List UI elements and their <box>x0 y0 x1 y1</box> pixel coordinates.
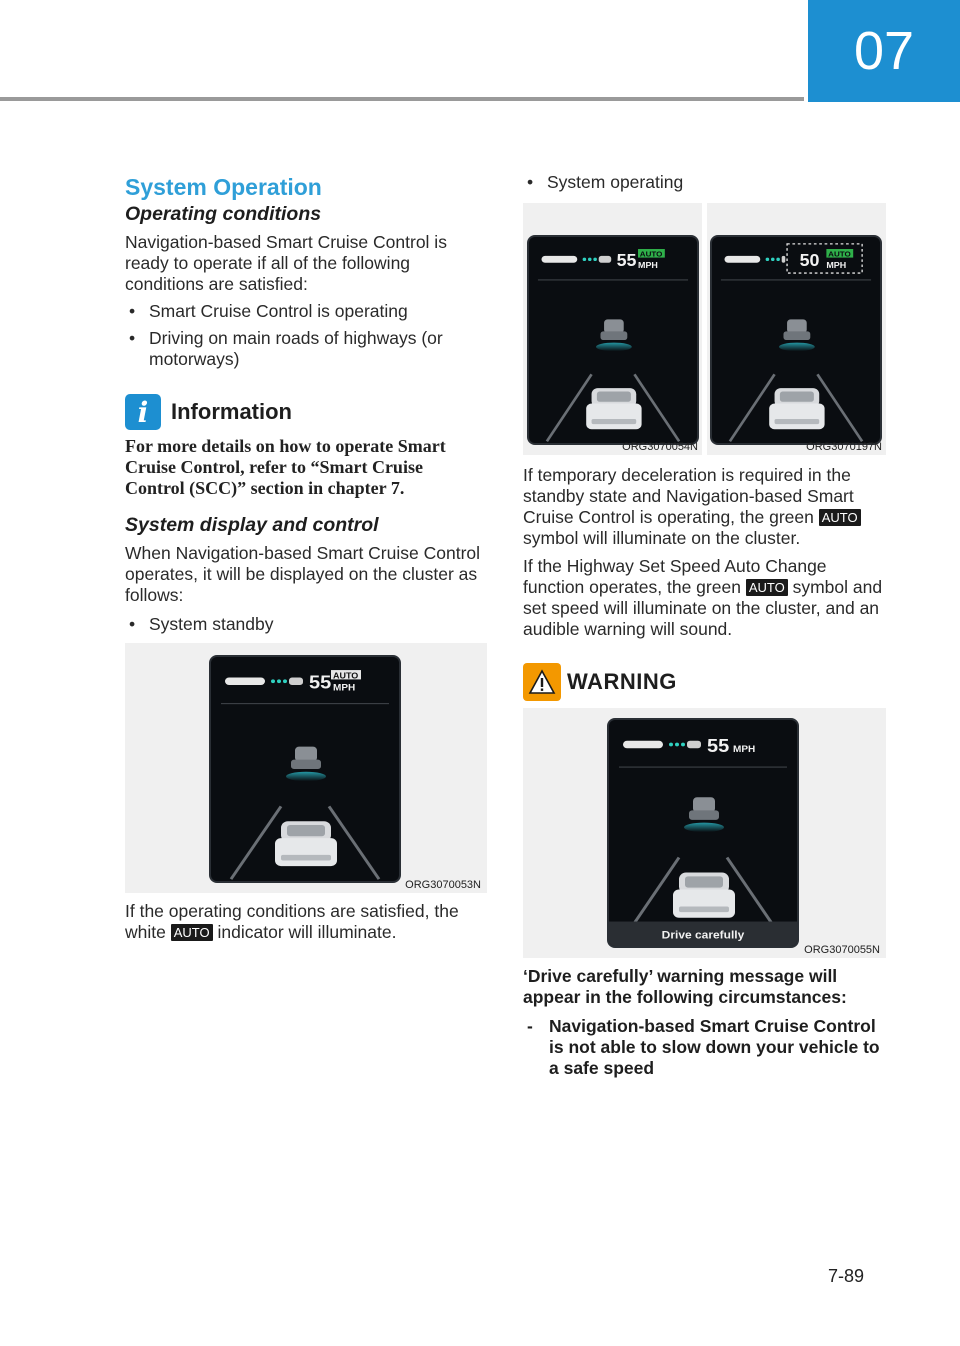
para-auto-change-part1: If the Highway Set Speed Auto Change function operates, the green <box>523 556 827 597</box>
information-title: Information <box>171 399 292 424</box>
auto-badge: AUTO <box>171 924 213 941</box>
bullet-scc-operating: • Smart Cruise Control is operating <box>125 301 487 322</box>
bullet-main-roads: • Driving on main roads of highways (or motorways) <box>125 328 487 370</box>
after-standby-part1: If the operating conditions are satisfied, the white <box>125 901 459 942</box>
speed-unit: MPH <box>826 260 847 270</box>
header-rule <box>0 97 804 101</box>
information-icon: i <box>125 394 161 430</box>
after-standby-text <box>125 901 487 943</box>
information-text: For more details on how to operate Smart Cruise Control, refer to “Smart Cruise Control (SCC)” section in chapter 7. <box>125 436 446 498</box>
warning-title: WARNING <box>567 669 677 694</box>
para-auto-change-part2: symbol and set speed will illuminate on the cluster, and an audible warning will sound. <box>523 577 883 639</box>
figure-operating-1 <box>523 203 702 455</box>
auto-indicator: AUTO <box>639 249 663 259</box>
figure-code: ORG3070055N <box>804 944 880 956</box>
display-intro: When Navigation-based Smart Cruise Control operates, it will be displayed on the cluster as follows: <box>125 543 481 605</box>
cluster-illustration-2 <box>712 237 880 443</box>
speed-unit: MPH <box>638 260 658 270</box>
operating-conditions-heading: Operating conditions <box>125 203 322 225</box>
after-standby-part2: indicator will illuminate. <box>217 922 397 942</box>
speed-unit: MPH <box>333 682 356 694</box>
speed-value: 50 <box>799 250 820 271</box>
para-deceleration-part1: If temporary deceleration is required in the standby state and Navigation-based Smart Cruise Control is operating, the green <box>523 465 854 527</box>
speed-value: 55 <box>616 250 637 271</box>
figure-code: ORG3070053N <box>405 879 481 891</box>
figure-code: ORG3070197N <box>806 441 882 453</box>
bullet-system-standby: • System standby <box>125 614 487 635</box>
bullet-system-operating: • System operating <box>523 172 886 193</box>
speed-value: 55 <box>707 735 730 757</box>
section-title: System Operation <box>125 174 322 200</box>
auto-indicator: AUTO <box>828 249 851 259</box>
operating-intro: Navigation-based Smart Cruise Control is ready to operate if all of the following conditions are satisfied: <box>125 232 447 294</box>
warning-heading: ‘Drive carefully’ warning message will appear in the following circumstances: <box>523 966 847 1007</box>
cluster-display <box>211 657 399 881</box>
para-auto-change <box>523 556 886 640</box>
chapter-tab <box>808 0 960 102</box>
cluster-illustration-warning <box>609 720 797 946</box>
figures-operating <box>523 203 886 455</box>
cluster-display-1 <box>529 237 697 443</box>
chapter-number: 07 <box>853 21 915 81</box>
warning-item: - Navigation-based Smart Cruise Control is not able to slow down your vehicle to a safe speed <box>523 1016 886 1079</box>
para-deceleration-part2: symbol will illuminate on the cluster. <box>523 528 801 548</box>
left-column <box>125 172 487 943</box>
warning-message: Drive carefully <box>661 928 745 942</box>
warning-header <box>523 662 886 702</box>
cluster-display-2 <box>712 237 880 443</box>
cluster-illustration <box>211 657 399 881</box>
page-number: 7-89 <box>827 1266 864 1286</box>
display-heading: System display and control <box>125 514 379 536</box>
figure-operating-2 <box>707 203 886 455</box>
auto-badge: AUTO <box>819 509 861 526</box>
para-deceleration <box>523 465 886 549</box>
figure-standby <box>125 643 487 893</box>
auto-indicator: AUTO <box>333 670 359 681</box>
warning-icon <box>523 663 561 701</box>
cluster-illustration-1 <box>529 237 697 443</box>
cluster-display-warning <box>609 720 797 946</box>
figure-code: ORG3070054N <box>622 441 698 453</box>
figure-warning <box>523 708 886 958</box>
right-column <box>523 172 886 1079</box>
information-header <box>125 392 487 432</box>
speed-value: 55 <box>309 672 332 694</box>
speed-unit: MPH <box>733 744 756 755</box>
auto-badge: AUTO <box>746 579 788 596</box>
